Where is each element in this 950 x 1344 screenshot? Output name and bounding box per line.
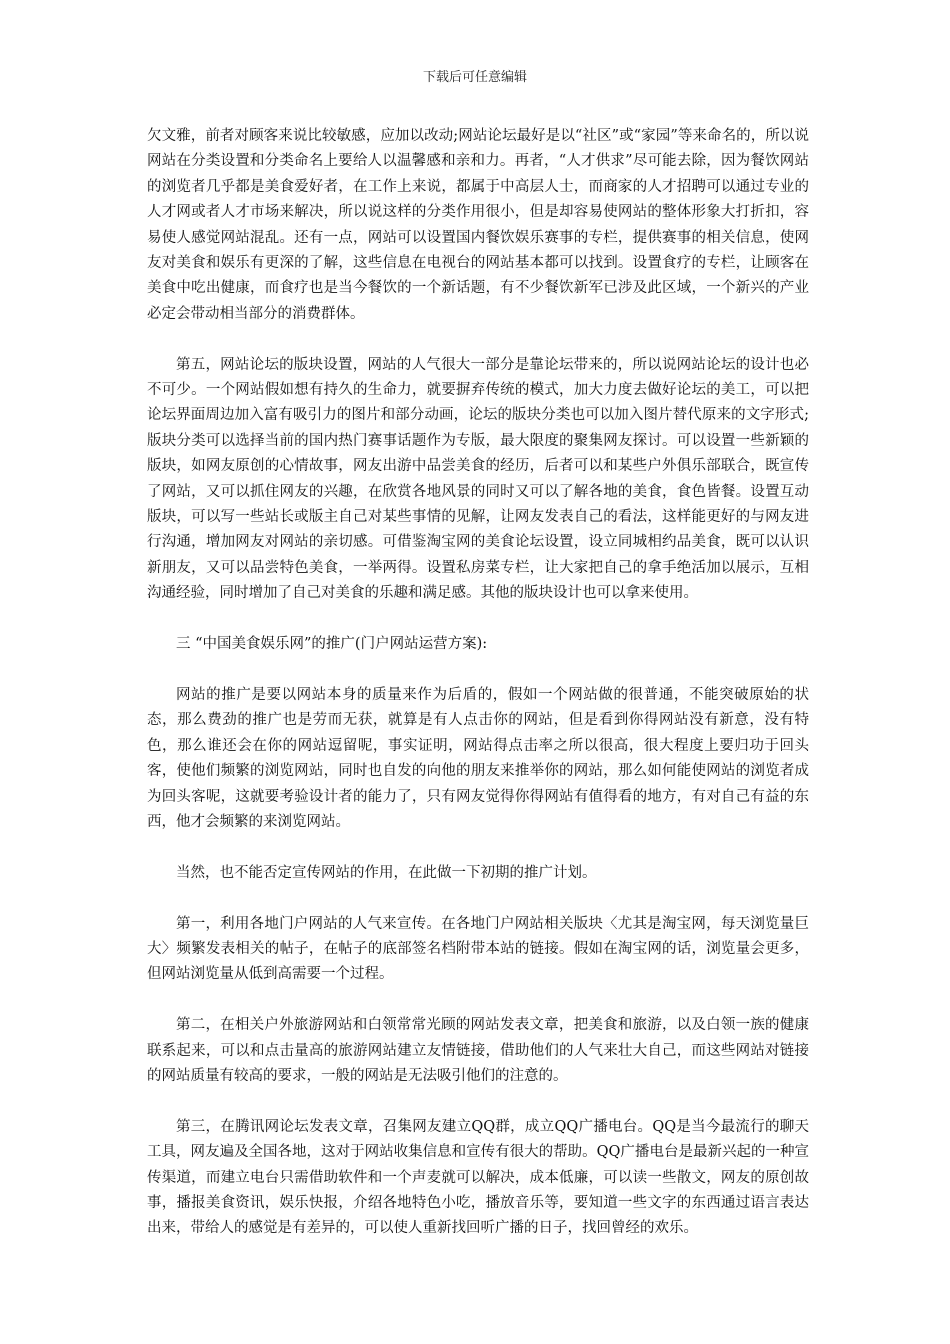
paragraph-promotion-plan: 当然，也不能否定宣传网站的作用，在此做一下初期的推广计划。 (176, 864, 597, 881)
paragraph-continuation: 欠文雅，前者对顾客来说比较敏感，应加以改动;网站论坛最好是以“社区”或“家园”等来命名的，所以说网站在分类设置和分类命名上要给人以温馨感和亲和力。再者，“人才供求”尽可能去除，因为餐饮网站的浏览者几乎都是美食爱好者，在工作上来说，都属于中高层人士，而商家的人才招聘可以通过专业的人才网或者人才市场来解决，所以说这样的分类作用很小，但是却容易使网站的整体形象大打折扣，容易使人感觉网站混乱。还有一点，网站可以设置国内餐饮娱乐赛事的专栏，提供赛事的相关信息，使网友对美食和娱乐有更深的了解，这些信息在电视台的网站基本都可以找到。设置食疗的专栏，让顾客在美食中吃出健康，而食疗也是当今餐饮的一个新话题，有不少餐饮新军已涉及此区域，一个新兴的产业必定会带动相当部分的消费群体。 (147, 128, 809, 322)
section-heading-promotion: 三 “中国美食娱乐网”的推广(门户网站运营方案): (176, 636, 488, 653)
paragraph-forum-sections: 第五，网站论坛的版块设置，网站的人气很大一部分是靠论坛带来的，所以说网站论坛的设计也必不可少。一个网站假如想有持久的生命力，就要摒弃传统的模式，加大力度去做好论坛的美工，可以把论坛界面周边加入富有吸引力的图片和部分动画，论坛的版块分类也可以加入图片替代原来的文字形式;版块分类可以选择当前的国内热门赛事话题作为专版，最大限度的聚集网友探讨。可以设置一些新颖的版块，如网友原创的心情故事，网友出游中品尝美食的经历，后者可以和某些户外俱乐部联合，既宣传了网站，又可以抓住网友的兴趣，在欣赏各地风景的同时又可以了解各地的美食，食色皆餐。设置互动版块，可以写一些站长或版主自己对某些事情的见解，让网友发表自己的看法，这样能更好的与网友进行沟通，增加网友对网站的亲切感。可借鉴淘宝网的美食论坛设置，设立同城相约品美食，既可以认识新朋友，又可以品尝特色美食，一举两得。设置私房菜专栏，让大家把自己的拿手绝活加以展示，互相沟通经验，同时增加了自己对美食的乐趣和满足感。其他的版块设计也可以拿来使用。 (147, 356, 809, 602)
paragraph-step-three: 第三，在腾讯网论坛发表文章，召集网友建立QQ群，成立QQ广播电台。QQ是当今最流行的聊天工具，网友遍及全国各地，这对于网站收集信息和宣传有很大的帮助。QQ广播电台是最新兴起的一种宣传渠道，而建立电台只需借助软件和一个声麦就可以解决，成本低廉，可以读一些散文，网友的原创故事，播报美食资讯，娱乐快报，介绍各地特色小吃，播放音乐等，要知道一些文字的东西通过语言表达出来，带给人的感觉是有差异的，可以使人重新找回听广播的日子，找回曾经的欢乐。 (147, 1118, 809, 1237)
paragraph-promotion-quality: 网站的推广是要以网站本身的质量来作为后盾的，假如一个网站做的很普通，不能突破原始的状态，那么费劲的推广也是劳而无获，就算是有人点击你的网站，但是看到你得网站没有新意，没有特色，那么谁还会在你的网站逗留呢，事实证明，网站得点击率之所以很高，很大程度上要归功于回头客，使他们频繁的浏览网站，同时也自发的向他的朋友来推举你的网站，那么如何能使网站的浏览者成为回头客呢，这就要考验设计者的能力了，只有网友觉得你得网站有值得看的地方，有对自己有益的东西，他才会频繁的来浏览网站。 (147, 686, 809, 830)
document-body (147, 124, 809, 1267)
paragraph-step-two: 第二，在相关户外旅游网站和白领常常光顾的网站发表文章，把美食和旅游，以及白领一族的健康联系起来，可以和点击量高的旅游网站建立友情链接，借助他们的人气来壮大自己，而这些网站对链接的网站质量有较高的要求，一般的网站是无法吸引他们的注意的。 (147, 1017, 809, 1084)
paragraph-step-one: 第一，利用各地门户网站的人气来宣传。在各地门户网站相关版块〈尤其是淘宝网，每天浏览量巨大〉频繁发表相关的帖子，在帖子的底部签名档附带本站的链接。假如在淘宝网的话，浏览量会更多，但网站浏览量从低到高需要一个过程。 (147, 915, 809, 983)
page-header: 下载后可任意编辑 (422, 70, 527, 85)
